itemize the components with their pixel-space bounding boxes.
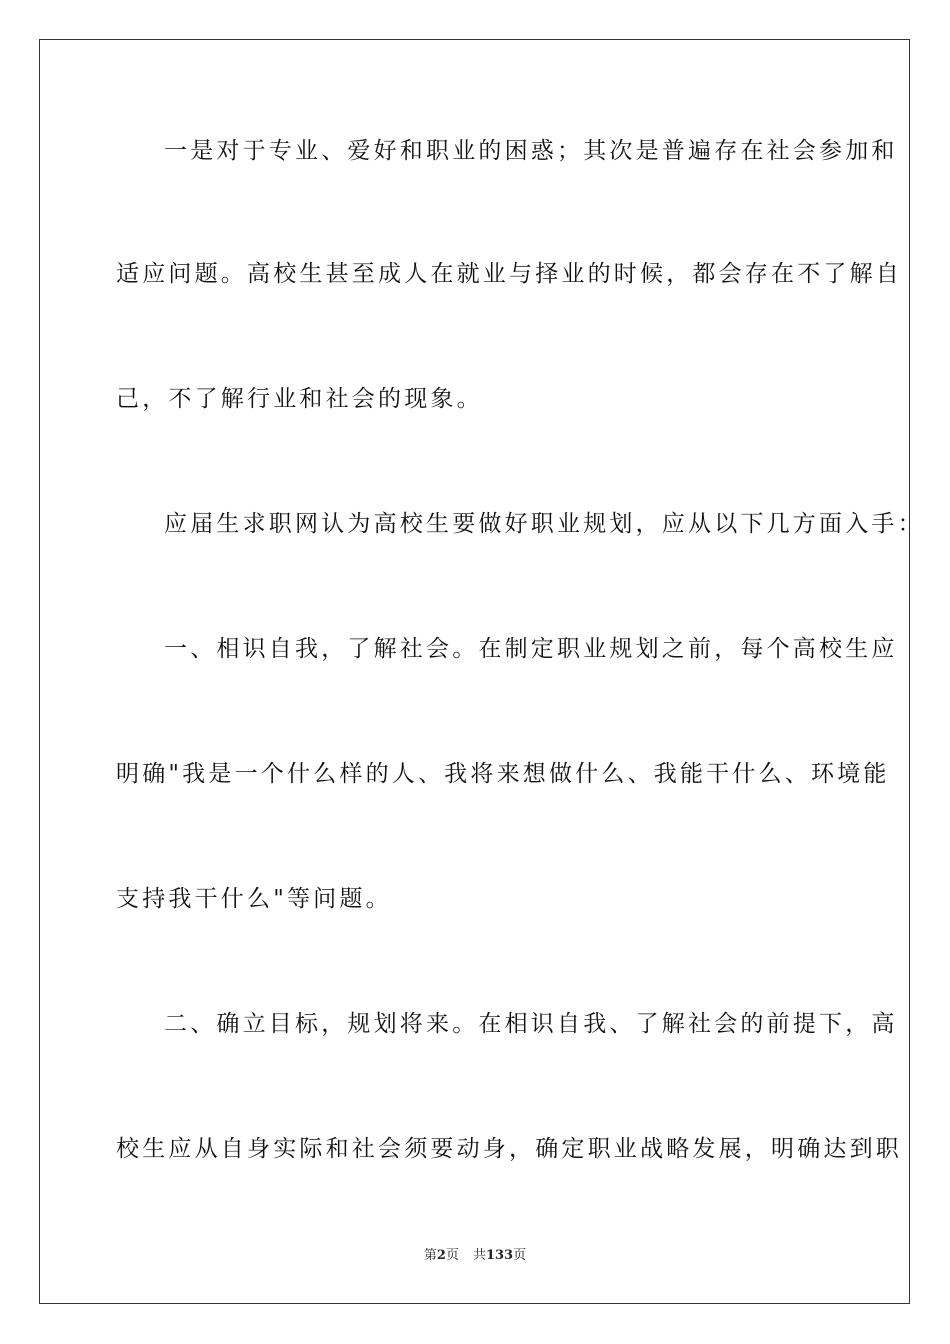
paragraph-line-5: 一、相识自我，了解社会。在制定职业规划之前，每个高校生应 — [164, 636, 898, 662]
paragraph-line-4: 应届生求职网认为高校生要做好职业规划，应从以下几方面入手： — [164, 511, 924, 537]
page-prefix: 第 — [423, 1248, 437, 1263]
paragraph-line-1: 一是对于专业、爱好和职业的困惑；其次是普遍存在社会参加和 — [164, 138, 898, 164]
page-footer — [0, 1247, 950, 1265]
paragraph-line-8: 二、确立目标，规划将来。在相识自我、了解社会的前提下，高 — [164, 1011, 898, 1037]
page-border — [39, 39, 924, 1304]
page-number: 2 — [436, 1248, 446, 1263]
paragraph-line-6: 明确"我是一个什么样的人、我将来想做什么、我能干什么、环境能 — [116, 761, 890, 787]
paragraph-line-7: 支持我干什么"等问题。 — [116, 886, 392, 912]
total-suffix: 页 — [513, 1248, 527, 1263]
paragraph-line-2: 适应问题。高校生甚至成人在就业与择业的时候，都会存在不了解自 — [116, 261, 902, 287]
paragraph-line-3: 己，不了解行业和社会的现象。 — [116, 386, 483, 412]
total-pages: 133 — [485, 1248, 514, 1263]
total-prefix: 共 — [472, 1248, 486, 1263]
page-suffix: 页 — [445, 1248, 459, 1263]
paragraph-line-9: 校生应从自身实际和社会须要动身，确定职业战略发展，明确达到职 — [116, 1136, 902, 1162]
